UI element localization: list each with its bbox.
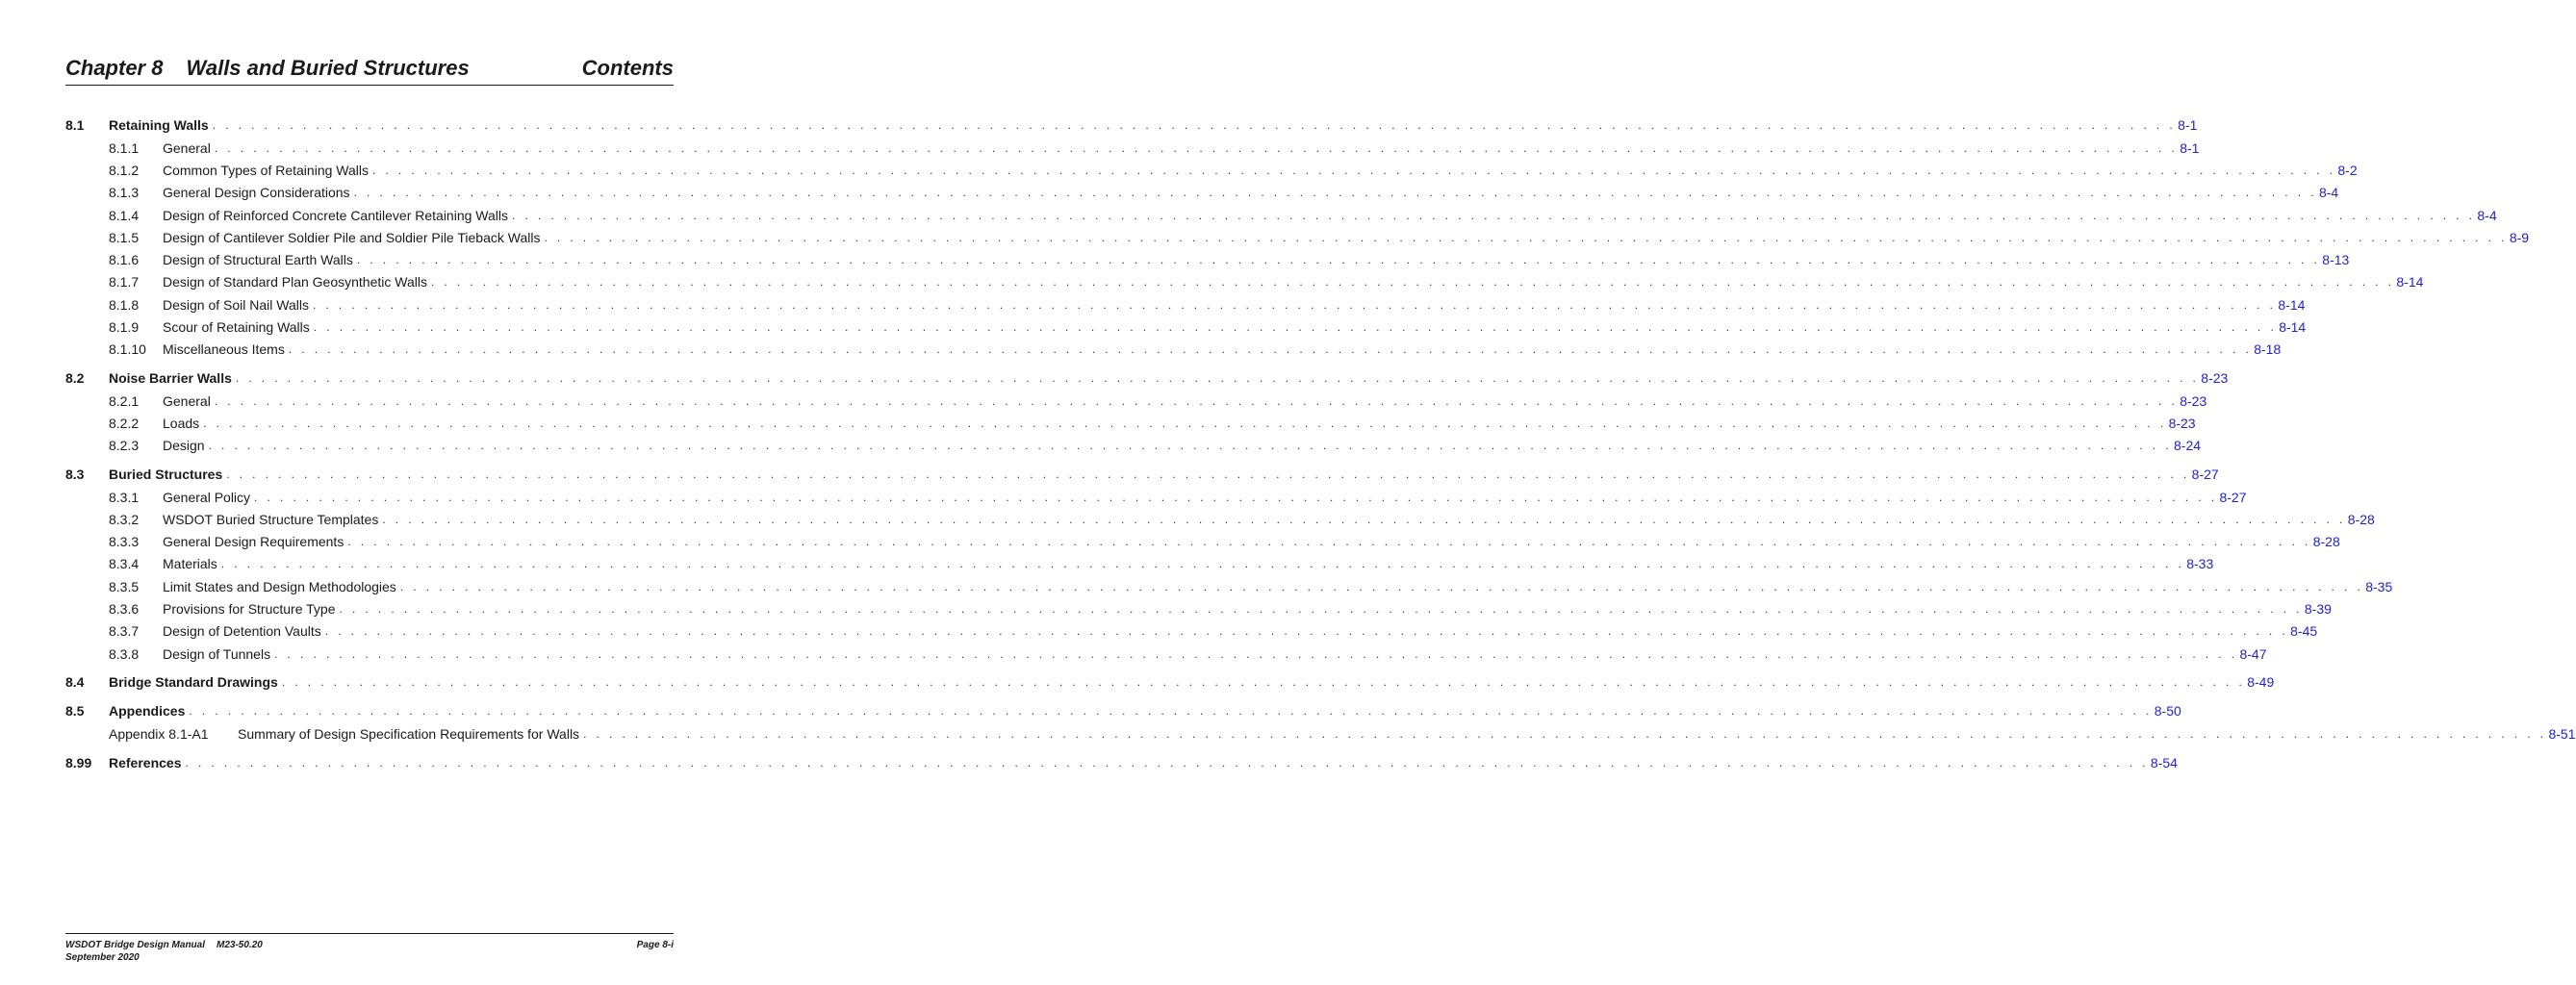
toc-page-link[interactable]: 8-27 — [2219, 489, 2247, 505]
table-of-contents — [65, 114, 2576, 774]
toc-subsection-number: 8.1.1 — [109, 139, 140, 156]
toc-leader-dots: . . . . . . . . . . . . . . . . . . . . . . . . . . . . . . . . . . . . . . . . . . . . . . . . . . . . . . . . . . . . . . . . . . . . . . . . . . . . . . . . . . . . . . . . . . . . . . . . . . . . . . . . . . . . . . . . . . . . . . . . . . . . . . . . . . . . . . . . . . . . . . . . . . . . . . . . — [274, 646, 2238, 661]
toc-page-link[interactable]: 8-24 — [2174, 438, 2202, 454]
toc-subsection-number: 8.1.4 — [109, 207, 140, 223]
toc-page-link[interactable]: 8-23 — [2168, 415, 2196, 431]
toc-subsection-title: Scour of Retaining Walls — [163, 319, 310, 336]
toc-subsection-title: Limit States and Design Methodologies — [163, 578, 396, 594]
toc-subsection-number: 8.2.3 — [109, 438, 140, 454]
toc-leader-dots: . . . . . . . . . . . . . . . . . . . . . . . . . . . . . . . . . . . . . . . . . . . . . . . . . . . . . . . . . . . . . . . . . . . . . . . . . . . . . . . . . . . . . . . . . . . . . . . . . . . . . . . . . . . . . . . . . . . . . . . . . . . . . . . . . . . . . . . . . . . . . . . . . . . . . . . . — [212, 118, 2177, 132]
toc-subsection-number: 8.1.10 — [109, 341, 146, 358]
toc-page-link[interactable]: 8-47 — [2239, 645, 2267, 662]
toc-leader-dots: . . . . . . . . . . . . . . . . . . . . . . . . . . . . . . . . . . . . . . . . . . . . . . . . . . . . . . . . . . . . . . . . . . . . . . . . . . . . . . . . . . . . . . . . . . . . . . . . . . . . . . . . . . . . . . . . . . . . . . . . . . . . . . . . . . . . . . . . . . . . . . . . . . . . . . . . — [288, 342, 2253, 357]
toc-section-title: Noise Barrier Walls — [109, 369, 232, 386]
toc-section-number: 8.3 — [65, 466, 85, 482]
toc-page-link[interactable]: 8-49 — [2247, 674, 2275, 691]
toc-leader-dots: . . . . . . . . . . . . . . . . . . . . . . . . . . . . . . . . . . . . . . . . . . . . . . . . . . . . . . . . . . . . . . . . . . . . . . . . . . . . . . . . . . . . . . . . . . . . . . . . . . . . . . . . . . . . . . . . . . . . . . . . . . . . . . . . . . . . . . . . . . . . . . . . . . . . . . . . — [347, 535, 2311, 549]
toc-section-row[interactable] — [65, 751, 2178, 774]
toc-subsection-row[interactable] — [65, 182, 2339, 204]
toc-page-link[interactable]: 8-28 — [2312, 534, 2340, 550]
toc-subsection-title: Design of Standard Plan Geosynthetic Walls — [163, 274, 427, 290]
contents-heading: Contents — [581, 56, 674, 80]
toc-subsection-title: Common Types of Retaining Walls — [163, 162, 369, 178]
footer-page-number: Page 8-i — [636, 940, 674, 950]
page-footer — [65, 933, 674, 964]
toc-subsection-row[interactable] — [65, 137, 2200, 159]
toc-section-title: Appendices — [109, 703, 186, 720]
toc-subsection-row[interactable] — [65, 390, 2207, 412]
toc-appendix-row[interactable] — [65, 722, 2576, 745]
toc-subsection-row[interactable] — [65, 435, 2202, 457]
toc-subsection-row[interactable] — [65, 316, 2307, 338]
toc-section-row[interactable] — [65, 366, 2229, 390]
toc-subsection-title: Design of Detention Vaults — [163, 623, 321, 640]
toc-page-link[interactable]: 8-27 — [2191, 466, 2219, 482]
toc-page-link[interactable]: 8-23 — [2201, 369, 2229, 386]
toc-section-number: 8.4 — [65, 674, 85, 691]
toc-subsection-number: 8.3.6 — [109, 600, 140, 617]
toc-page-link[interactable]: 8-1 — [2180, 139, 2200, 156]
toc-subsection-row[interactable] — [65, 159, 2358, 181]
footer-date: September 2020 — [65, 952, 140, 963]
toc-section-row[interactable] — [65, 699, 2181, 722]
toc-leader-dots: . . . . . . . . . . . . . . . . . . . . . . . . . . . . . . . . . . . . . . . . . . . . . . . . . . . . . . . . . . . . . . . . . . . . . . . . . . . . . . . . . . . . . . . . . . . . . . . . . . . . . . . . . . . . . . . . . . . . . . . . . . . . . . . . . . . . . . . . . . . . . . . . . . . . . . . . — [226, 467, 2190, 481]
toc-page-link[interactable]: 8-14 — [2396, 274, 2424, 290]
toc-leader-dots: . . . . . . . . . . . . . . . . . . . . . . . . . . . . . . . . . . . . . . . . . . . . . . . . . . . . . . . . . . . . . . . . . . . . . . . . . . . . . . . . . . . . . . . . . . . . . . . . . . . . . . . . . . . . . . . . . . . . . . . . . . . . . . . . . . . . . . . . . . . . . . . . . . . . . . . . — [382, 512, 2346, 526]
toc-subsection-row[interactable] — [65, 204, 2497, 226]
toc-leader-dots: . . . . . . . . . . . . . . . . . . . . . . . . . . . . . . . . . . . . . . . . . . . . . . . . . . . . . . . . . . . . . . . . . . . . . . . . . . . . . . . . . . . . . . . . . . . . . . . . . . . . . . . . . . . . . . . . . . . . . . . . . . . . . . . . . . . . . . . . . . . . . . . . . . . . . . . . — [399, 579, 2364, 594]
toc-page-link[interactable]: 8-54 — [2150, 754, 2178, 770]
toc-subsection-row[interactable] — [65, 339, 2282, 361]
toc-subsection-title: WSDOT Buried Structure Templates — [163, 511, 379, 527]
toc-page-link[interactable]: 8-51 — [2548, 725, 2576, 742]
toc-subsection-number: 8.2.1 — [109, 392, 140, 409]
toc-subsection-row[interactable] — [65, 553, 2214, 575]
toc-leader-dots: . . . . . . . . . . . . . . . . . . . . . . . . . . . . . . . . . . . . . . . . . . . . . . . . . . . . . . . . . . . . . . . . . . . . . . . . . . . . . . . . . . . . . . . . . . . . . . . . . . . . . . . . . . . . . . . . . . . . . . . . . . . . . . . . . . . . . . . . . . . . . . . . . . . . . . . . — [208, 439, 2172, 453]
toc-leader-dots: . . . . . . . . . . . . . . . . . . . . . . . . . . . . . . . . . . . . . . . . . . . . . . . . . . . . . . . . . . . . . . . . . . . . . . . . . . . . . . . . . . . . . . . . . . . . . . . . . . . . . . . . . . . . . . . . . . . . . . . . . . . . . . . . . . . . . . . . . . . . . . . . . . . . . . . . — [356, 253, 2321, 267]
toc-page-link[interactable]: 8-13 — [2322, 252, 2350, 268]
toc-section-number: 8.1 — [65, 117, 85, 133]
toc-subsection-title: General Design Requirements — [163, 534, 344, 550]
toc-subsection-title: Design of Structural Earth Walls — [163, 252, 353, 268]
toc-page-link[interactable]: 8-2 — [2337, 162, 2358, 178]
footer-manual — [65, 939, 263, 951]
toc-leader-dots: . . . . . . . . . . . . . . . . . . . . . . . . . . . . . . . . . . . . . . . . . . . . . . . . . . . . . . . . . . . . . . . . . . . . . . . . . . . . . . . . . . . . . . . . . . . . . . . . . . . . . . . . . . . . . . . . . . . . . . . . . . . . . . . . . . . . . . . . . . . . . . . . . . . . . . . . — [511, 208, 2476, 222]
toc-section-row[interactable] — [65, 463, 2219, 486]
toc-subsection-title: Materials — [163, 556, 217, 572]
toc-subsection-title: Design of Reinforced Concrete Cantilever Retaining Walls — [163, 207, 508, 223]
toc-page-link[interactable]: 8-45 — [2290, 623, 2318, 640]
toc-leader-dots: . . . . . . . . . . . . . . . . . . . . . . . . . . . . . . . . . . . . . . . . . . . . . . . . . . . . . . . . . . . . . . . . . . . . . . . . . . . . . . . . . . . . . . . . . . . . . . . . . . . . . . . . . . . . . . . . . . . . . . . . . . . . . . . . . . . . . . . . . . . . . . . . . . . . . . . . — [313, 320, 2278, 335]
toc-subsection-title: General — [163, 392, 211, 409]
toc-subsection-title: General Policy — [163, 489, 251, 505]
toc-page-link[interactable]: 8-35 — [2365, 578, 2393, 594]
toc-subsection-title: Design of Soil Nail Walls — [163, 296, 309, 313]
toc-section-title: Retaining Walls — [109, 117, 209, 133]
toc-subsection-title: Provisions for Structure Type — [163, 600, 336, 617]
toc-subsection-title: Loads — [163, 415, 200, 431]
toc-page-link[interactable]: 8-28 — [2347, 511, 2375, 527]
toc-leader-dots: . . . . . . . . . . . . . . . . . . . . . . . . . . . . . . . . . . . . . . . . . . . . . . . . . . . . . . . . . . . . . . . . . . . . . . . . . . . . . . . . . . . . . . . . . . . . . . . . . . . . . . . . . . . . . . . . . . . . . . . . . . . . . . . . . . . . . . . . . . . . . . . . . . . . . . . . — [254, 490, 2218, 504]
toc-page-link[interactable]: 8-33 — [2186, 556, 2214, 572]
toc-leader-dots: . . . . . . . . . . . . . . . . . . . . . . . . . . . . . . . . . . . . . . . . . . . . . . . . . . . . . . . . . . . . . . . . . . . . . . . . . . . . . . . . . . . . . . . . . . . . . . . . . . . . . . . . . . . . . . . . . . . . . . . . . . . . . . . . . . . . . . . . . . . . . . . . . . . . . . . . — [185, 755, 2149, 770]
toc-subsection-row[interactable] — [65, 412, 2196, 434]
toc-leader-dots: . . . . . . . . . . . . . . . . . . . . . . . . . . . . . . . . . . . . . . . . . . . . . . . . . . . . . . . . . . . . . . . . . . . . . . . . . . . . . . . . . . . . . . . . . . . . . . . . . . . . . . . . . . . . . . . . . . . . . . . . . . . . . . . . . . . . . . . . . . . . . . . . . . . . . . . . — [339, 601, 2303, 616]
toc-page-link[interactable]: 8-1 — [2178, 117, 2198, 133]
toc-page-link[interactable]: 8-23 — [2180, 392, 2207, 409]
toc-leader-dots: . . . . . . . . . . . . . . . . . . . . . . . . . . . . . . . . . . . . . . . . . . . . . . . . . . . . . . . . . . . . . . . . . . . . . . . . . . . . . . . . . . . . . . . . . . . . . . . . . . . . . . . . . . . . . . . . . . . . . . . . . . . . . . . . . . . . . . . . . . . . . . . . . . . . . . . . — [371, 163, 2336, 177]
toc-leader-dots: . . . . . . . . . . . . . . . . . . . . . . . . . . . . . . . . . . . . . . . . . . . . . . . . . . . . . . . . . . . . . . . . . . . . . . . . . . . . . . . . . . . . . . . . . . . . . . . . . . . . . . . . . . . . . . . . . . . . . . . . . . . . . . . . . . . . . . . . . . . . . . . . . . . . . . . . — [281, 675, 2246, 690]
chapter-number: Chapter 8 — [65, 56, 164, 80]
toc-subsection-number: 8.1.3 — [109, 185, 140, 201]
toc-section-number: 8.5 — [65, 703, 85, 720]
toc-leader-dots: . . . . . . . . . . . . . . . . . . . . . . . . . . . . . . . . . . . . . . . . . . . . . . . . . . . . . . . . . . . . . . . . . . . . . . . . . . . . . . . . . . . . . . . . . . . . . . . . . . . . . . . . . . . . . . . . . . . . . . . . . . . . . . . . . . . . . . . . . . . . . . . . . . . . . . . . — [235, 370, 2200, 385]
toc-subsection-number: 8.2.2 — [109, 415, 140, 431]
toc-subsection-row[interactable] — [65, 597, 2332, 619]
toc-subsection-number: 8.3.1 — [109, 489, 140, 505]
toc-leader-dots: . . . . . . . . . . . . . . . . . . . . . . . . . . . . . . . . . . . . . . . . . . . . . . . . . . . . . . . . . . . . . . . . . . . . . . . . . . . . . . . . . . . . . . . . . . . . . . . . . . . . . . . . . . . . . . . . . . . . . . . . . . . . . . . . . . . . . . . . . . . . . . . . . . . . . . . . — [353, 186, 2317, 200]
toc-subsection-row[interactable] — [65, 508, 2375, 530]
toc-page-link[interactable]: 8-9 — [2509, 229, 2530, 245]
toc-leader-dots: . . . . . . . . . . . . . . . . . . . . . . . . . . . . . . . . . . . . . . . . . . . . . . . . . . . . . . . . . . . . . . . . . . . . . . . . . . . . . . . . . . . . . . . . . . . . . . . . . . . . . . . . . . . . . . . . . . . . . . . . . . . . . . . . . . . . . . . . . . . . . . . . . . . . . . . . — [544, 230, 2508, 244]
toc-leader-dots: . . . . . . . . . . . . . . . . . . . . . . . . . . . . . . . . . . . . . . . . . . . . . . . . . . . . . . . . . . . . . . . . . . . . . . . . . . . . . . . . . . . . . . . . . . . . . . . . . . . . . . . . . . . . . . . . . . . . . . . . . . . . . . . . . . . . . . . . . . . . . . . . . . . . . . . . — [203, 416, 2167, 430]
toc-subsection-row[interactable] — [65, 271, 2424, 293]
toc-subsection-number: 8.1.7 — [109, 274, 140, 290]
toc-subsection-number: 8.1.9 — [109, 319, 140, 336]
toc-page-link[interactable]: 8-4 — [2477, 207, 2497, 223]
toc-section-title: Bridge Standard Drawings — [109, 674, 278, 691]
toc-appendix-number: Appendix 8.1-A1 — [109, 725, 209, 742]
toc-leader-dots: . . . . . . . . . . . . . . . . . . . . . . . . . . . . . . . . . . . . . . . . . . . . . . . . . . . . . . . . . . . . . . . . . . . . . . . . . . . . . . . . . . . . . . . . . . . . . . . . . . . . . . . . . . . . . . . . . . . . . . . . . . . . . . . . . . . . . . . . . . . . . . . . . . . . . . . . — [220, 557, 2185, 571]
toc-section-number: 8.2 — [65, 369, 85, 386]
toc-subsection-title: General Design Considerations — [163, 185, 350, 201]
toc-leader-dots: . . . . . . . . . . . . . . . . . . . . . . . . . . . . . . . . . . . . . . . . . . . . . . . . . . . . . . . . . . . . . . . . . . . . . . . . . . . . . . . . . . . . . . . . . . . . . . . . . . . . . . . . . . . . . . . . . . . . . . . . . . . . . . . . . . . . . . . . . . . . . . . . . . . . . . . . — [214, 393, 2179, 408]
toc-leader-dots: . . . . . . . . . . . . . . . . . . . . . . . . . . . . . . . . . . . . . . . . . . . . . . . . . . . . . . . . . . . . . . . . . . . . . . . . . . . . . . . . . . . . . . . . . . . . . . . . . . . . . . . . . . . . . . . . . . . . . . . . . . . . . . . . . . . . . . . . . . . . . . . . . . . . . . . . — [430, 275, 2395, 290]
toc-subsection-title: General — [163, 139, 211, 156]
toc-subsection-number: 8.1.2 — [109, 162, 140, 178]
toc-subsection-row[interactable] — [65, 643, 2267, 665]
toc-subsection-number: 8.3.8 — [109, 645, 140, 662]
toc-leader-dots: . . . . . . . . . . . . . . . . . . . . . . . . . . . . . . . . . . . . . . . . . . . . . . . . . . . . . . . . . . . . . . . . . . . . . . . . . . . . . . . . . . . . . . . . . . . . . . . . . . . . . . . . . . . . . . . . . . . . . . . . . . . . . . . . . . . . . . . . . . . . . . . . . . . . . . . . — [189, 704, 2153, 719]
chapter-title: Walls and Buried Structures — [186, 56, 470, 80]
toc-page-link[interactable]: 8-14 — [2279, 319, 2307, 336]
toc-page-link[interactable]: 8-18 — [2254, 341, 2282, 358]
toc-subsection-title: Design of Cantilever Soldier Pile and Soldier Pile Tieback Walls — [163, 229, 541, 245]
toc-leader-dots: . . . . . . . . . . . . . . . . . . . . . . . . . . . . . . . . . . . . . . . . . . . . . . . . . . . . . . . . . . . . . . . . . . . . . . . . . . . . . . . . . . . . . . . . . . . . . . . . . . . . . . . . . . . . . . . . . . . . . . . . . . . . . . . . . . . . . . . . . . . . . . . . . . . . . . . . — [214, 140, 2179, 155]
toc-subsection-row[interactable] — [65, 620, 2318, 643]
toc-subsection-number: 8.3.7 — [109, 623, 140, 640]
toc-subsection-number: 8.3.3 — [109, 534, 140, 550]
toc-appendix-title: Summary of Design Specification Requirements for Walls — [238, 725, 580, 742]
toc-subsection-number: 8.3.4 — [109, 556, 140, 572]
toc-section-row[interactable] — [65, 114, 2198, 137]
toc-subsection-number: 8.3.2 — [109, 511, 140, 527]
toc-section-number: 8.99 — [65, 754, 92, 770]
toc-leader-dots: . . . . . . . . . . . . . . . . . . . . . . . . . . . . . . . . . . . . . . . . . . . . . . . . . . . . . . . . . . . . . . . . . . . . . . . . . . . . . . . . . . . . . . . . . . . . . . . . . . . . . . . . . . . . . . . . . . . . . . . . . . . . . . . . . . . . . . . . . . . . . . . . . . . . . . . . — [324, 624, 2289, 639]
toc-subsection-number: 8.1.5 — [109, 229, 140, 245]
toc-subsection-number: 8.3.5 — [109, 578, 140, 594]
toc-page-link[interactable]: 8-50 — [2154, 703, 2181, 720]
toc-subsection-row[interactable] — [65, 530, 2340, 552]
toc-subsection-row[interactable] — [65, 575, 2393, 597]
toc-section-title: References — [109, 754, 182, 770]
toc-leader-dots: . . . . . . . . . . . . . . . . . . . . . . . . . . . . . . . . . . . . . . . . . . . . . . . . . . . . . . . . . . . . . . . . . . . . . . . . . . . . . . . . . . . . . . . . . . . . . . . . . . . . . . . . . . . . . . . . . . . . . . . . . . . . . . . . . . . . . . . . . . . . . . . . . . . . . . . . — [583, 726, 2547, 741]
toc-section-row[interactable] — [65, 670, 2275, 694]
footer-manual-title: WSDOT Bridge Design Manual — [65, 940, 206, 950]
toc-subsection-title: Design — [163, 438, 205, 454]
toc-subsection-row[interactable] — [65, 226, 2530, 248]
toc-subsection-row[interactable] — [65, 486, 2247, 508]
footer-manual-number: M23-50.20 — [217, 940, 263, 950]
toc-section-title: Buried Structures — [109, 466, 223, 482]
toc-subsection-title: Miscellaneous Items — [163, 341, 285, 358]
toc-subsection-number: 8.1.6 — [109, 252, 140, 268]
toc-page-link[interactable]: 8-39 — [2304, 600, 2332, 617]
toc-leader-dots: . . . . . . . . . . . . . . . . . . . . . . . . . . . . . . . . . . . . . . . . . . . . . . . . . . . . . . . . . . . . . . . . . . . . . . . . . . . . . . . . . . . . . . . . . . . . . . . . . . . . . . . . . . . . . . . . . . . . . . . . . . . . . . . . . . . . . . . . . . . . . . . . . . . . . . . . — [312, 297, 2277, 312]
toc-page-link[interactable]: 8-4 — [2318, 185, 2339, 201]
toc-subsection-row[interactable] — [65, 293, 2306, 316]
toc-subsection-number: 8.1.8 — [109, 296, 140, 313]
toc-subsection-row[interactable] — [65, 248, 2350, 270]
toc-subsection-title: Design of Tunnels — [163, 645, 271, 662]
chapter-heading — [65, 55, 470, 85]
chapter-header — [65, 54, 674, 86]
toc-page-link[interactable]: 8-14 — [2278, 296, 2306, 313]
